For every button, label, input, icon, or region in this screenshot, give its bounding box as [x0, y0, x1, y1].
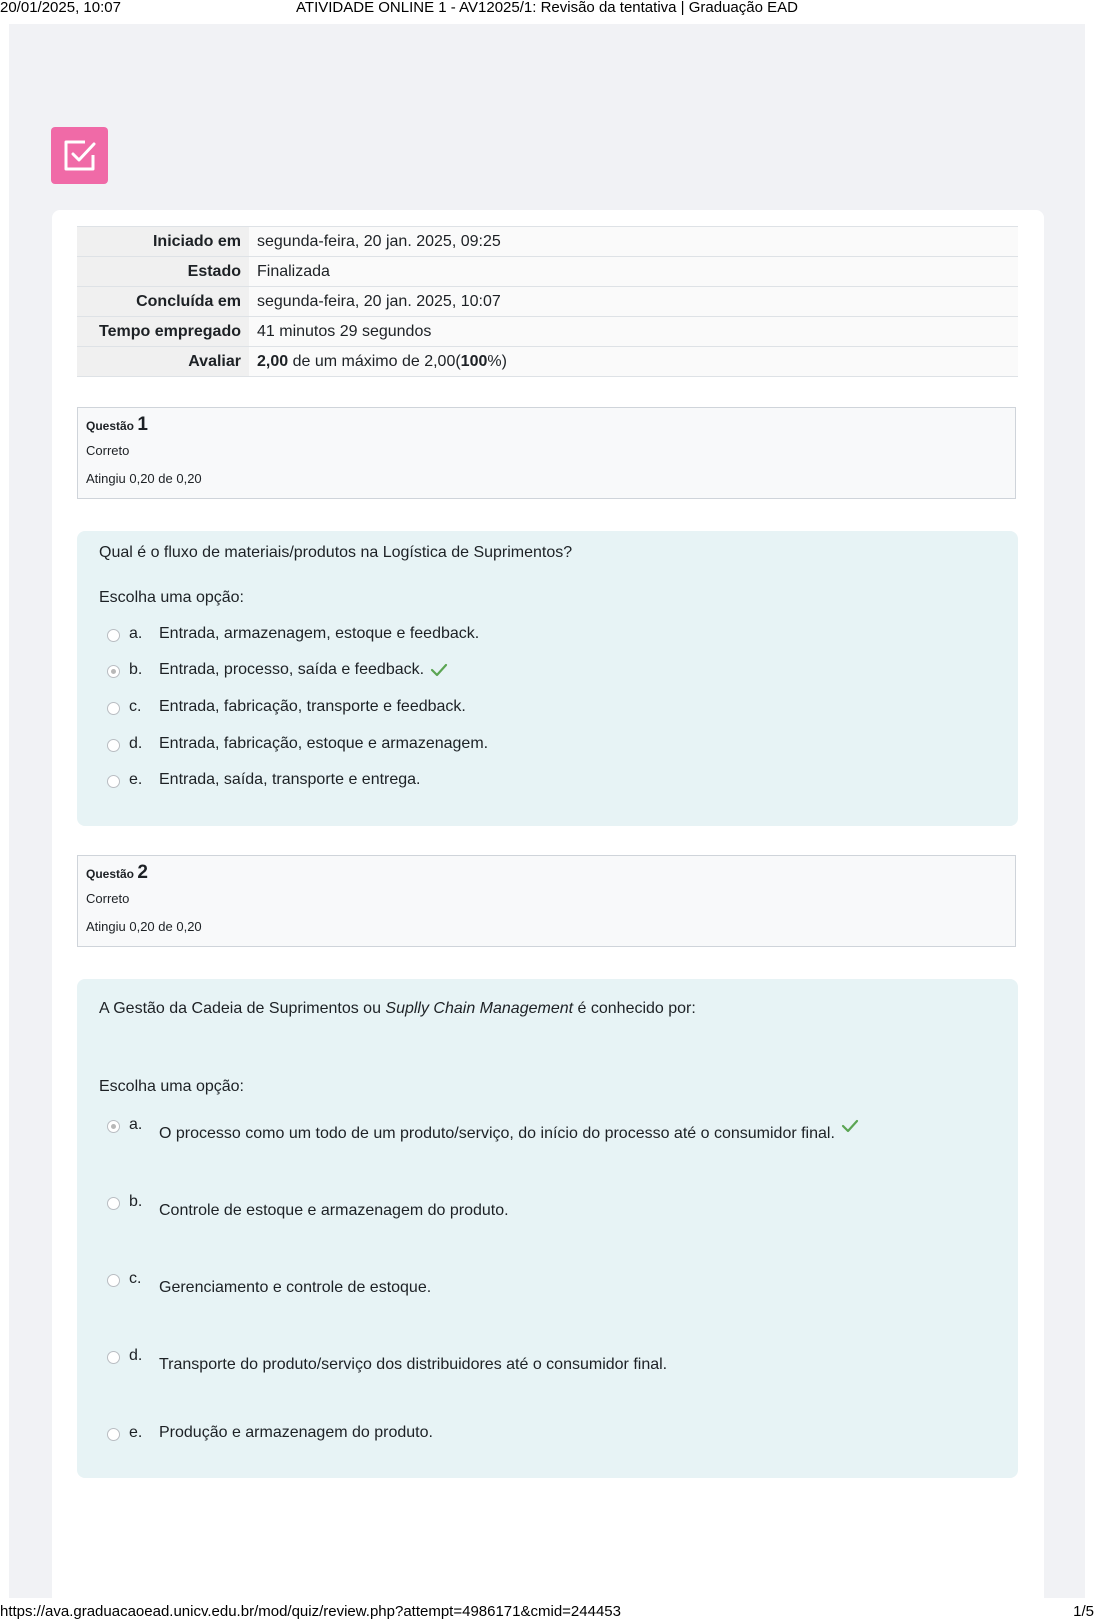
summary-row-completed: [77, 287, 1018, 317]
grade-percent: 100: [460, 353, 488, 370]
option-letter: e.: [129, 771, 143, 788]
summary-value: 41 minutos 29 segundos: [249, 317, 1018, 347]
question-number: Questão 2: [86, 862, 148, 883]
summary-row-started: [77, 227, 1018, 257]
print-footer: [0, 1603, 1094, 1623]
grade-middle: de um máximo de 2,00(: [288, 353, 461, 370]
question-text-italic: Suplly Chain Management: [385, 1000, 574, 1017]
option-text: Transporte do produto/serviço dos distribuidores até o consumidor final.: [159, 1356, 668, 1373]
option-letter: c.: [129, 698, 142, 715]
page-counter: 1/5: [1073, 1603, 1094, 1620]
option-text: O processo como um todo de um produto/serviço, do início do processo até o consumidor final.: [159, 1125, 835, 1142]
radio-button[interactable]: [107, 1351, 120, 1364]
summary-value: [249, 347, 1018, 377]
answer-prompt: Escolha uma opção:: [99, 589, 244, 606]
summary-row-time-taken: [77, 317, 1018, 347]
quiz-icon: [51, 127, 108, 184]
option-text-wrap: [159, 661, 448, 679]
question-text: A Gestão da Cadeia de Suprimentos ou Suplly Chain Management é conhecido por:: [99, 1000, 696, 1017]
question-grade: Atingiu 0,20 de 0,20: [86, 919, 202, 934]
summary-row-state: [77, 257, 1018, 287]
summary-label: Avaliar: [77, 347, 249, 377]
question-text: Qual é o fluxo de materiais/produtos na Logística de Suprimentos?: [99, 544, 573, 561]
print-url: https://ava.graduacaoead.unicv.edu.br/mod/quiz/review.php?attempt=4986171&cmid=244453: [0, 1603, 621, 1620]
radio-button[interactable]: [107, 739, 120, 752]
summary-label: Estado: [77, 257, 249, 287]
option-text-wrap: [159, 1125, 859, 1143]
attempt-summary-table: [77, 226, 1018, 377]
option-letter: b.: [129, 661, 143, 678]
question-info: [77, 407, 1016, 499]
question-content: [77, 531, 1018, 826]
question-content: [77, 979, 1018, 1478]
question-info: [77, 855, 1016, 947]
correct-check-icon: [841, 1119, 859, 1133]
radio-button[interactable]: [107, 1197, 120, 1210]
grade-score: 2,00: [257, 353, 289, 370]
radio-button-selected[interactable]: [107, 665, 120, 678]
option-letter: a.: [129, 625, 143, 642]
summary-value: segunda-feira, 20 jan. 2025, 10:07: [249, 287, 1018, 317]
radio-button[interactable]: [107, 629, 120, 642]
option-letter: a.: [129, 1116, 143, 1133]
option-letter: d.: [129, 735, 143, 752]
summary-row-grade: [77, 347, 1018, 377]
option-text: Entrada, fabricação, estoque e armazenagem.: [159, 735, 489, 752]
option-text: Entrada, armazenagem, estoque e feedback.: [159, 625, 480, 642]
summary-value: segunda-feira, 20 jan. 2025, 09:25: [249, 227, 1018, 257]
radio-button-selected[interactable]: [107, 1120, 120, 1133]
question-grade: Atingiu 0,20 de 0,20: [86, 471, 202, 486]
summary-label: Concluída em: [77, 287, 249, 317]
option-letter: e.: [129, 1424, 143, 1441]
answer-prompt: Escolha uma opção:: [99, 1078, 244, 1095]
question-state: Correto: [86, 891, 130, 906]
option-text: Entrada, processo, saída e feedback.: [159, 661, 425, 678]
question-number: Questão 1: [86, 414, 148, 435]
option-text: Entrada, saída, transporte e entrega.: [159, 771, 421, 788]
radio-button[interactable]: [107, 702, 120, 715]
question-state: Correto: [86, 443, 130, 458]
option-text: Produção e armazenagem do produto.: [159, 1424, 433, 1441]
print-title: ATIVIDADE ONLINE 1 - AV12025/1: Revisão da tentativa | Graduação EAD: [296, 0, 798, 16]
checkbox-icon: [63, 139, 96, 172]
radio-button[interactable]: [107, 1274, 120, 1287]
option-text: Gerenciamento e controle de estoque.: [159, 1279, 432, 1296]
print-date: 20/01/2025, 10:07: [0, 0, 121, 16]
option-text: Controle de estoque e armazenagem do produto.: [159, 1202, 509, 1219]
option-letter: b.: [129, 1193, 143, 1210]
correct-check-icon: [430, 663, 448, 677]
radio-button[interactable]: [107, 1428, 120, 1441]
option-letter: d.: [129, 1347, 143, 1364]
option-letter: c.: [129, 1270, 142, 1287]
summary-value: Finalizada: [249, 257, 1018, 287]
summary-label: Iniciado em: [77, 227, 249, 257]
radio-button[interactable]: [107, 775, 120, 788]
summary-label: Tempo empregado: [77, 317, 249, 347]
option-text: Entrada, fabricação, transporte e feedback.: [159, 698, 466, 715]
grade-end: %): [487, 353, 507, 370]
print-header: [0, 0, 1094, 18]
